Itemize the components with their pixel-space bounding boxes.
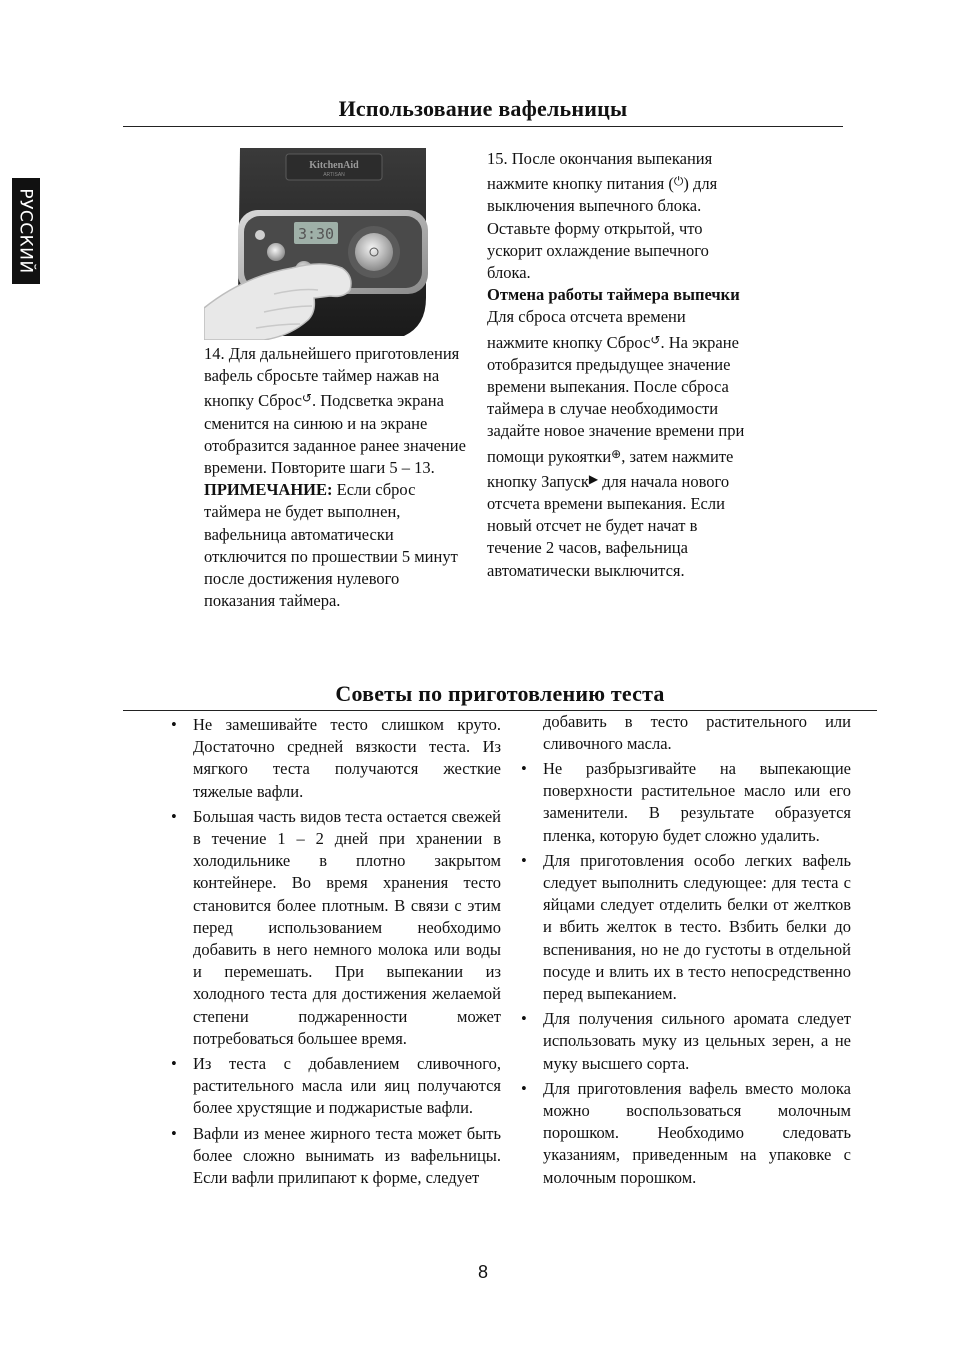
header-rule xyxy=(123,126,843,127)
dial-knob-graphic xyxy=(355,233,393,271)
power-button-graphic xyxy=(267,243,285,261)
tips-right-continuation: добавить в тесто растительного или сливочного масла. xyxy=(543,712,851,754)
page-number: 8 xyxy=(477,1262,488,1282)
page-title: Использование вафельницы xyxy=(338,96,628,121)
language-tab-label: РУССКИЙ xyxy=(16,188,37,274)
list-item: • Из теста с добавлением сливочного, растительного масла или яиц получаются более хрустящие и поджаристые вафли. xyxy=(171,1054,501,1118)
list-item: • Для приготовления особо легких вафель следует выполнить следующее: для теста с яйцами следует отделить белки от желтков и вбить желток в тесто. Взбить белки до вспенивания, но не до густоты в отдельной посуде и влить их в тесто непосредственно перед выпеканием. xyxy=(521,850,851,1004)
power-icon: ⏻ xyxy=(673,174,684,189)
waffle-maker-photo xyxy=(204,148,462,340)
tips-left-list xyxy=(171,714,501,1192)
step-14-block xyxy=(204,343,466,612)
cancel-timer-text: Для сброса отсчета времени нажмите кнопку Сброс↺. На экране отобразится предыдущее значение времени выпекания. После сброса таймера в случае необходимости задайте новое значение времени при помощи рукоятки⊕, затем нажмите кнопку Запуск▶ для начала нового отсчета времени выпекания. Если новый отсчет не будет начат в течение 2 часов, вафельница автоматически выключится. xyxy=(487,307,745,580)
list-item: • Не замешивайте тесто слишком круто. Достаточно средней вязкости теста. Из мягкого теста получаются жесткие тяжелые вафли. xyxy=(171,715,501,801)
reset-icon: ↺ xyxy=(650,332,661,347)
step-15-text: 15. После окончания выпекания нажмите кнопку питания (⏻) для выключения выпечного блока. Оставьте форму открытой, что ускорит охлаждение выпечного блока. xyxy=(487,149,718,283)
timer-display-text: 3:30 xyxy=(297,225,335,243)
tips-right-list xyxy=(521,758,851,1192)
note-label: ПРИМЕЧАНИЕ: xyxy=(204,480,333,500)
step-14-text: 14. Для дальнейшего приготовления вафель сбросьте таймер нажав на кнопку Сброс↺. Подсветка экрана сменится на синюю и на экране отобразится заданное ранее значение времени. Повторите шаги 5 – 13. xyxy=(204,344,466,478)
list-item: • Для приготовления вафель вместо молока можно воспользоваться молочным порошком. Необходимо следовать указаниям, приведенным на упаковке с молочным порошком. xyxy=(521,1078,851,1187)
start-icon: ▶ xyxy=(588,471,599,486)
brand-model-text: ARTISAN xyxy=(323,172,345,178)
cancel-timer-heading: Отмена работы таймера выпечки xyxy=(487,285,740,305)
waffle-maker-illustration xyxy=(204,148,462,340)
list-item: • Большая часть видов теста остается свежей в течение 1 – 2 дней при хранении в холодильнике в плотно закрытом контейнере. Во время хранения тесто становится более плотным. В связи с этим перед использованием необходимо добавить в него немного молока или воды и перемешать. При выпекании из холодного теста для достижения желаемой степени поджаренности может потребоваться большее время. xyxy=(171,806,501,1048)
step-14-note: ПРИМЕЧАНИЕ: Если сброс таймера не будет выполнен, вафельница автоматически отключится по прошествии 5 минут после достижения нулевого показания таймера. xyxy=(204,480,458,611)
list-item: • Вафли из менее жирного теста может быть более сложно вынимать из вафельницы. Если вафли прилипают к форме, следует xyxy=(171,1123,501,1188)
language-tab xyxy=(12,178,40,284)
dial-icon: ⊕ xyxy=(611,446,622,461)
reset-icon: ↺ xyxy=(301,391,312,406)
step-15-block xyxy=(487,148,745,582)
brand-logo-text: KitchenAid xyxy=(309,160,359,171)
list-item: • Для получения сильного аромата следует использовать муку из цельных зерен, а не муку высшего сорта. xyxy=(521,1009,851,1073)
tips-title: Советы по приготовлению теста xyxy=(335,681,665,706)
list-item: • Не разбрызгивайте на выпекающие поверхности растительное масло или его заменители. В результате образуется пленка, которую будет сложно удалить. xyxy=(521,759,851,845)
